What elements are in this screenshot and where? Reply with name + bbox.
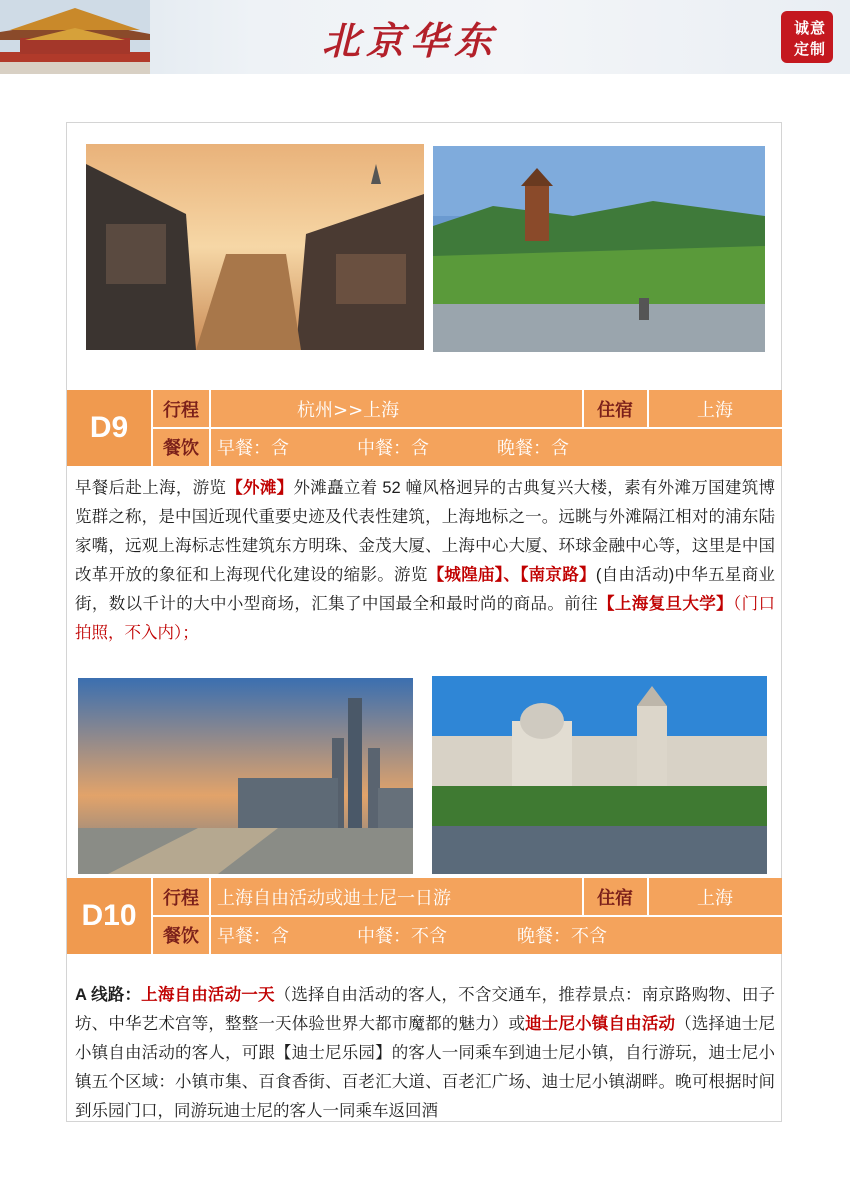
day9-meals-label: 餐饮	[163, 438, 199, 459]
svg-text:定: 定	[794, 40, 810, 58]
day9-label: D9	[67, 390, 153, 466]
day9-lunch: 中餐：含	[357, 438, 429, 459]
water-town-photo	[86, 144, 424, 350]
day10-dinner: 晚餐：不含	[517, 926, 607, 947]
highlight-disney-town: 迪士尼小镇自由活动	[525, 1015, 676, 1033]
day10-stay-label: 住宿	[597, 888, 633, 909]
day9-description: 早餐后赴上海，游览【外滩】外滩矗立着 52 幢风格迥异的古典复兴大楼，素有外滩万国建筑博览群之称，是中国近现代重要史迹及代表性建筑，上海地标之一。远眺与外滩隔江相对的浦东陆家嘴，远观上海标志性建筑东方明珠、金茂大厦、上海中心大厦、环球金融中心等，这里是中国改革开放的象征和上海现代化建设的缩影。游览【城隍庙】、【南京路】(自由活动)中华五星商业街，数以千计的大中小型商场，汇集了中国最全和最时尚的商品。前往【上海复旦大学】（门口拍照，不入内）；	[75, 479, 776, 642]
svg-text:制: 制	[810, 40, 826, 58]
pagoda-lake-photo	[433, 146, 765, 352]
bund-buildings-photo	[432, 676, 767, 874]
header-banner	[0, 0, 850, 74]
highlight-free-day: 上海自由活动一天	[141, 986, 275, 1004]
day9-route-label: 行程	[163, 400, 199, 421]
day9-dinner: 晚餐：含	[497, 438, 569, 459]
header-title: 北京华东	[322, 18, 499, 63]
svg-text:意: 意	[810, 19, 826, 37]
day9-info-table	[67, 390, 782, 466]
svg-text:诚: 诚	[794, 19, 810, 37]
day10-info-table	[67, 878, 782, 954]
day9-stay-value: 上海	[697, 400, 733, 421]
day10-description: A 线路：上海自由活动一天（选择自由活动的客人，不含交通车，推荐景点：南京路购物、田子坊、中华艺术宫等，整整一天体验世界大都市魔都的魅力）或迪士尼小镇自由活动（选择迪士尼小镇自由活动的客人，可跟【迪士尼乐园】的客人一同乘车到迪士尼小镇，自行游玩，迪士尼小镇五个区域：小镇市集、百食香街、百老汇大道、百老汇广场、迪士尼小镇湖畔。晚可根据时间到乐园门口，同游玩迪士尼的客人一同乘车返回酒	[75, 986, 776, 1120]
highlight-fudan: 【上海复旦大学】	[598, 595, 734, 613]
day10-route-value: 上海自由活动或迪士尼一日游	[217, 888, 451, 909]
day9-route-value: 杭州>>上海	[297, 400, 400, 421]
route-a-label: A 线路：	[75, 986, 142, 1004]
highlight-chenghuang-nanjing: 【城隍庙】、【南京路】	[427, 566, 596, 584]
day9-stay-label: 住宿	[597, 400, 633, 421]
highlight-bund: 【外滩】	[226, 479, 294, 497]
day9-breakfast: 早餐：含	[217, 438, 289, 459]
day10-label: D10	[67, 878, 153, 954]
palace-icon	[0, 0, 150, 74]
day10-breakfast: 早餐：含	[217, 926, 289, 947]
day10-route-label: 行程	[163, 888, 199, 909]
seal-stamp-icon	[779, 9, 835, 65]
shanghai-skyline-photo	[78, 678, 413, 874]
day10-lunch: 中餐：不含	[357, 926, 447, 947]
day10-stay-value: 上海	[697, 888, 733, 909]
day10-meals-label: 餐饮	[163, 926, 199, 947]
